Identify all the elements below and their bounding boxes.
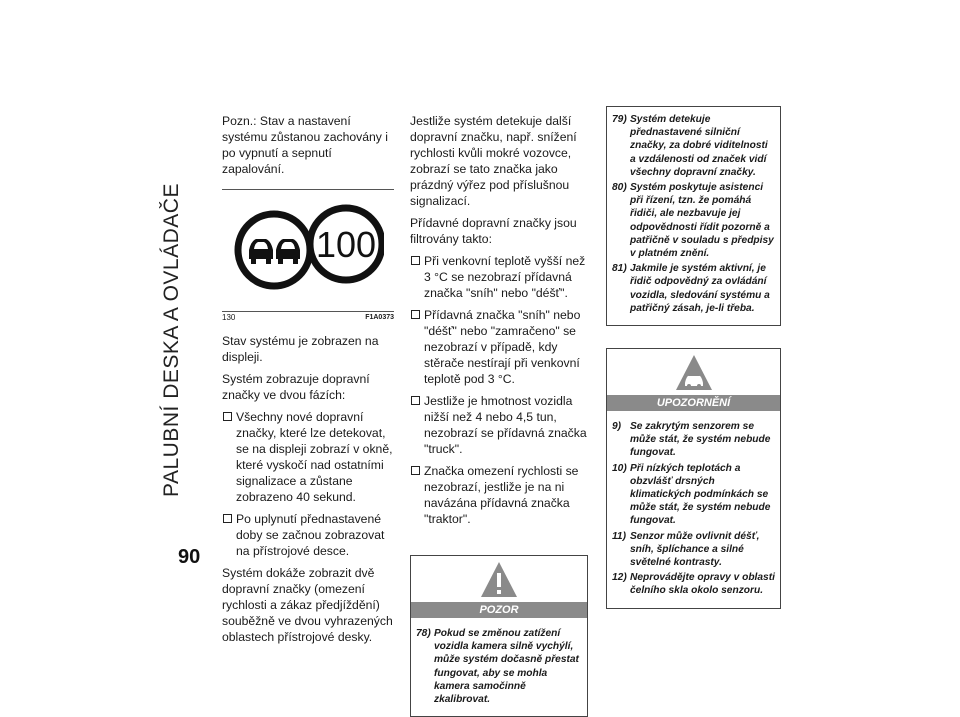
note-text: Systém detekuje přednastavené silniční značky, za dobré viditelnosti a vzdálenosti od značek vidí všechny dopravní značky. (630, 114, 768, 178)
figure-traffic-signs (222, 189, 394, 321)
column-3 (606, 106, 781, 609)
bullet-item: Jestliže je hmotnost vozidla nižší než 4 nebo 4,5 tun, nezobrazí se přídavná značka "truck". (410, 393, 588, 457)
note-number: 80) (612, 182, 627, 194)
column-1 (222, 113, 397, 651)
bullet-item: Značka omezení rychlosti se nezobrazí, jestliže je na ni navázána přídavná značka "traktor". (410, 463, 588, 527)
traffic-signs-illustration (232, 195, 384, 305)
bullet-item: Přídavná značka "sníh" nebo "déšť" nebo "zamračeno" se nezobrazí v případě, kdy stěrače nestírají při venkovní teplotě pod 3 °C. (410, 307, 588, 387)
note-item (612, 420, 775, 460)
note-number: 12) (612, 572, 627, 584)
note-text: Při nízkých teplotách a obzvlášť drsných klimatických podmínkách se může stát, že systém nebude fungovat. (630, 462, 771, 527)
figure-number: 130 (222, 313, 236, 322)
note-text: Pokud se změnou zatížení vozidla kamera silně vychýlí, může systém dočasně přestat fungovat, aby se mohla kamera samočinně zkalibrovat. (434, 628, 579, 706)
note-item (612, 462, 775, 528)
note-number: 78) (416, 628, 431, 639)
note-number: 9) (612, 421, 622, 433)
notes-box (606, 106, 781, 326)
car-warning-icon (612, 349, 775, 395)
note-text: Jakmile je systém aktivní, je řidič odpovědný za ovládání vozidla, sledování systému a patřičný zásah, je-li třeba. (630, 263, 770, 314)
figure-bottom-rule (222, 311, 394, 312)
note-number: 81) (612, 263, 627, 275)
chapter-side-title: PALUBNÍ DESKA A OVLÁDAČE (160, 183, 183, 497)
figure-code: F1A0373 (365, 314, 394, 321)
pozor-title: POZOR (411, 602, 587, 618)
upozorneni-warning-box (606, 348, 781, 609)
note-text: Senzor může ovlivnit déšť, sníh, šplíchance a silné světelné kontrasty. (630, 530, 760, 569)
bullet-item: Při venkovní teplotě vyšší než 3 °C se nezobrazí přídavná značka "sníh" nebo "déšť". (410, 253, 588, 301)
pozor-warning-box (410, 555, 588, 717)
bullet-item: Všechny nové dopravní značky, které lze detekovat, se na displeji zobrazí v okně, které vyskočí nad ostatními signalizace a zůstane zobrazeno 40 sekund. (222, 409, 397, 505)
note-item (612, 530, 775, 570)
note-text: Neprovádějte opravy v oblasti čelního skla okolo senzoru. (630, 572, 775, 597)
note-item (612, 262, 775, 315)
page-number: 90 (178, 546, 201, 568)
note-item (612, 113, 775, 179)
note-item (612, 571, 775, 597)
note-text: Systém poskytuje asistenci při řízení, tzn. že pomáhá řidiči, ale nezbavuje jej odpovědnosti řídit pozorně a patřičně v souladu s předpisy v platném znění. (630, 182, 774, 260)
intro-note: Pozn.: Stav a nastavení systému zůstanou zachovány i po vypnutí a sepnutí zapalování. (222, 114, 388, 176)
figure-top-rule (222, 189, 394, 190)
no-overtaking-sign-icon (238, 214, 310, 286)
paragraph: Jestliže systém detekuje další dopravní značku, např. snížení rychlosti kvůli mokré vozovce, zobrazí se tato značka jako prázdný výřez pod příslušnou signalizací. (410, 114, 577, 208)
upozorneni-title: UPOZORNĚNÍ (607, 395, 780, 411)
paragraph: Přídavné dopravní značky jsou filtrovány takto: (410, 216, 577, 246)
bullet-item: Po uplynutí přednastavené doby se začnou zobrazovat na přístrojové desce. (222, 511, 397, 559)
note-item (612, 181, 775, 260)
exclamation-warning-icon (416, 556, 582, 602)
note-number: 10) (612, 462, 627, 474)
note-number: 79) (612, 114, 627, 125)
paragraph: Stav systému je zobrazen na displeji. (222, 334, 379, 364)
note-text: Se zakrytým senzorem se může stát, že systém nebude fungovat. (630, 421, 771, 459)
paragraph: Systém zobrazuje dopravní značky ve dvou fázích: (222, 372, 370, 402)
column-2 (410, 113, 588, 717)
paragraph: Systém dokáže zobrazit dvě dopravní značky (omezení rychlosti a zákaz předjíždění) souběžně ve dvou vyhrazených oblastech přístrojové desky. (222, 566, 393, 644)
speed-limit-value: 100 (315, 224, 377, 265)
note-item (416, 627, 582, 706)
note-number: 11) (612, 530, 626, 542)
speed-limit-sign-icon (310, 208, 382, 280)
